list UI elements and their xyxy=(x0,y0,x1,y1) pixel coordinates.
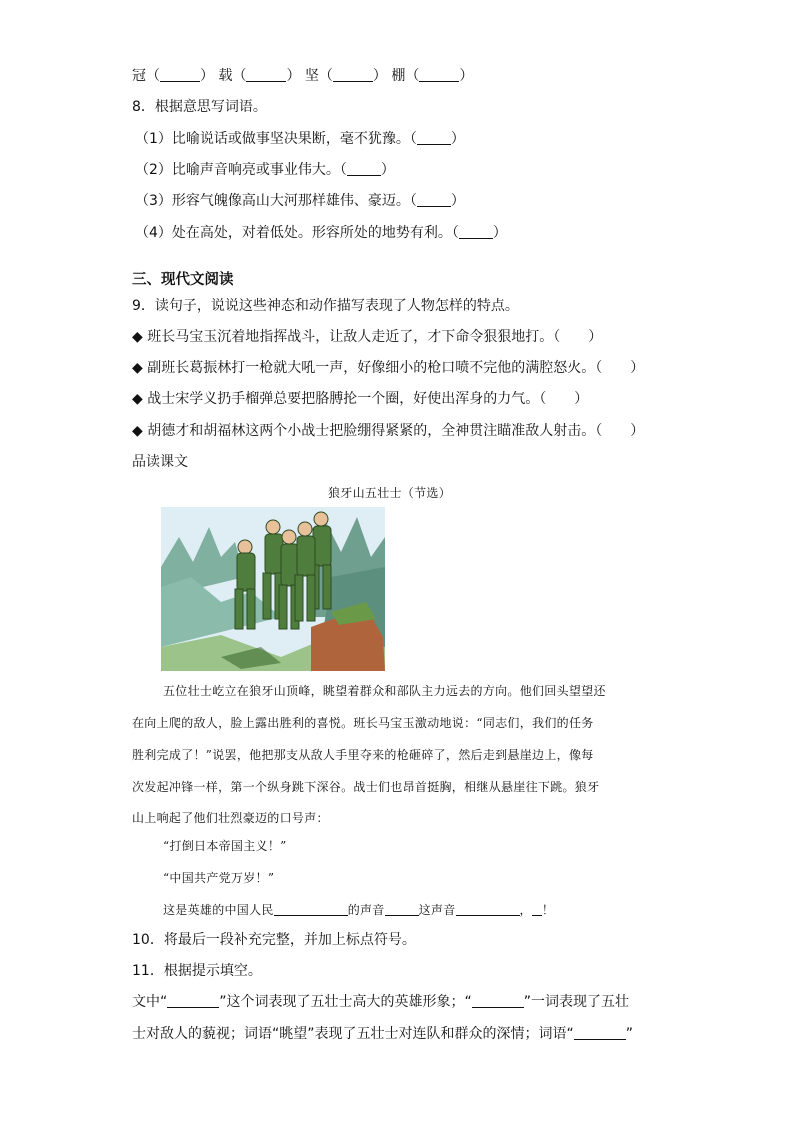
passage-line: 胜利完成了！”说罢，他把那支从敌人手里夺来的枪砸碎了，然后走到悬崖边上，像每 xyxy=(132,748,594,762)
answer-blank[interactable] xyxy=(574,1025,626,1040)
q11-fragment: 士对敌人的藐视；词语“眺望”表现了五壮士对连队和群众的深情；词语“ xyxy=(132,1026,574,1042)
q9-item-text: 副班长葛振林打一枪就大吼一声，好像细小的枪口喷不完他的满腔怒火。 xyxy=(147,360,596,376)
q11-fragment: 文中“ xyxy=(132,994,168,1010)
q8-item-text: （3）形容气魄像高山大河那样雄伟、豪迈。 xyxy=(135,193,410,209)
bullet-icon: ◆ xyxy=(132,423,143,439)
answer-blank[interactable] xyxy=(274,901,348,916)
q8-item-text: （4）处在高处，对着低处。形容所处的地势有利。 xyxy=(135,225,452,241)
passage-line: 山上响起了他们壮烈豪迈的口号声： xyxy=(132,811,329,825)
q10-stem: 10．将最后一段补充完整，并加上标点符号。 xyxy=(132,932,416,948)
answer-blank[interactable] xyxy=(472,993,524,1008)
passage-last-line xyxy=(163,900,554,920)
passage-line: 在向上爬的敌人，脸上露出胜利的喜悦。班长马宝玉激动地说：“同志们，我们的任务 xyxy=(132,716,594,730)
q11-fragment: ”一词表现了五壮 xyxy=(523,994,630,1010)
passage-fragment: ， xyxy=(519,903,532,917)
answer-blank[interactable] xyxy=(417,130,451,145)
q8-item: （1）比喻说话或做事坚决果断，毫不犹豫。（ ） xyxy=(135,131,465,147)
q8-item-text: （1）比喻说话或做事坚决果断，毫不犹豫。 xyxy=(135,131,410,147)
q11-line xyxy=(132,1024,633,1044)
bullet-icon: ◆ xyxy=(132,391,143,407)
answer-bracket[interactable]: （ ） xyxy=(553,329,603,345)
answer-blank[interactable] xyxy=(347,161,381,176)
q9-item xyxy=(132,327,602,347)
passage-line: 五位壮士屹立在狼牙山顶峰，眺望着群众和部队主力远去的方向。他们回头望望还 xyxy=(163,684,606,698)
passage-line: 次发起冲锋一样，第一个纵身跳下深谷。战士们也昂首挺胸，相继从悬崖往下跳。狼牙 xyxy=(132,780,600,794)
section-heading: 三、现代文阅读 xyxy=(132,272,234,288)
q9-item-text: 胡德才和胡福林这两个小战士把脸绷得紧紧的，全神贯注瞄准敌人射击。 xyxy=(147,423,596,439)
q8-item: （2）比喻声音响亮或事业伟大。（ ） xyxy=(135,162,395,178)
q7-row: 冠（ ） 载（ ） 坚（ ） 棚（ ） xyxy=(132,68,474,84)
answer-blank[interactable] xyxy=(385,901,419,916)
passage-fragment: 这声音 xyxy=(418,903,456,917)
answer-bracket[interactable]: （ ） xyxy=(595,423,645,439)
passage-fragment: 的声音 xyxy=(347,903,385,917)
answer-blank[interactable] xyxy=(246,67,286,82)
answer-blank[interactable] xyxy=(419,67,459,82)
answer-blank[interactable] xyxy=(459,224,493,239)
q11-fragment: ” xyxy=(625,1026,634,1042)
slogan: “打倒日本帝国主义！” xyxy=(163,839,287,853)
slogan: “中国共产党万岁！” xyxy=(163,871,275,885)
q11-fragment: ”这个词表现了五壮士高大的英雄形象；“ xyxy=(219,994,472,1010)
q7-char: 载 xyxy=(218,68,233,84)
answer-bracket[interactable]: （ ） xyxy=(595,360,645,376)
q11-stem: 11．根据提示填空。 xyxy=(132,963,262,979)
answer-blank[interactable] xyxy=(417,192,451,207)
answer-blank[interactable] xyxy=(160,67,200,82)
answer-blank[interactable] xyxy=(167,993,219,1008)
q9-item xyxy=(132,358,644,378)
q11-line xyxy=(132,992,629,1012)
q8-item: （4）处在高处，对着低处。形容所处的地势有利。（ ） xyxy=(135,225,507,241)
answer-blank[interactable] xyxy=(333,67,373,82)
bullet-icon: ◆ xyxy=(132,329,143,345)
reading-label: 品读课文 xyxy=(132,454,188,470)
q7-char: 冠 xyxy=(132,68,146,84)
answer-bracket[interactable]: （ ） xyxy=(539,391,589,407)
q7-char: 坚 xyxy=(304,68,319,84)
five-heroes-illustration xyxy=(161,507,385,671)
passage-title: 狼牙山五壮士（节选） xyxy=(328,486,452,500)
q8-item: （3）形容气魄像高山大河那样雄伟、豪迈。（ ） xyxy=(135,193,465,209)
q7-char: 棚 xyxy=(391,68,406,84)
q8-item-text: （2）比喻声音响亮或事业伟大。 xyxy=(135,162,340,178)
bullet-icon: ◆ xyxy=(132,360,143,376)
passage-fragment: ！ xyxy=(541,903,555,917)
q9-item xyxy=(132,389,588,409)
answer-blank[interactable] xyxy=(456,901,520,916)
passage-fragment: 这是英雄的中国人民 xyxy=(163,903,274,917)
q9-item xyxy=(132,421,644,441)
q9-item-text: 战士宋学义扔手榴弹总要把胳膊抡一个圈，好使出浑身的力气。 xyxy=(147,391,540,407)
q9-item-text: 班长马宝玉沉着地指挥战斗，让敌人走近了，才下命令狠狠地打。 xyxy=(147,329,554,345)
q8-stem: 8．根据意思写词语。 xyxy=(132,99,267,115)
q9-stem: 9．读句子，说说这些神态和动作描写表现了人物怎样的特点。 xyxy=(132,298,519,314)
answer-blank[interactable] xyxy=(532,901,542,916)
